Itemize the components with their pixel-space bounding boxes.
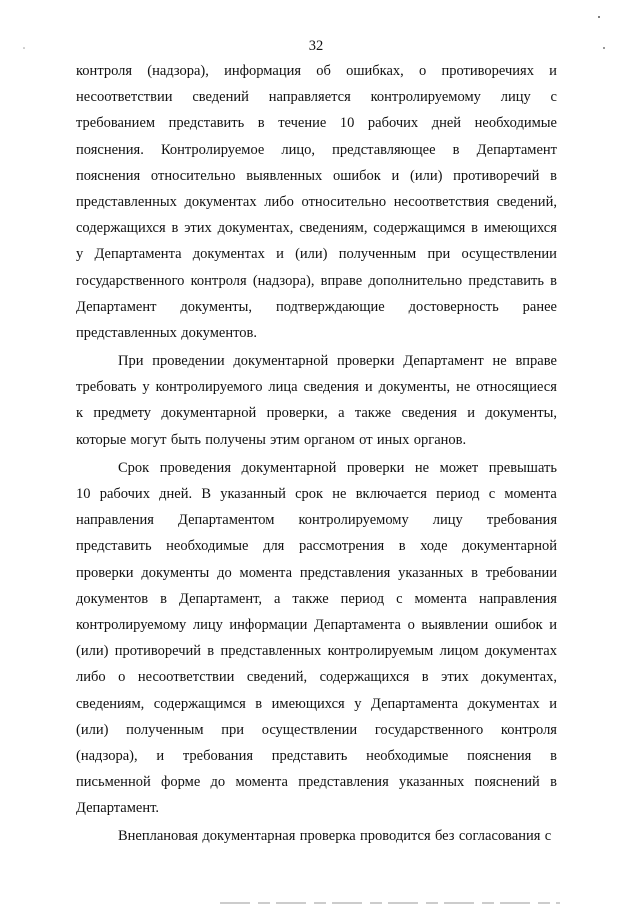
word: момента [504,486,557,502]
word: лицом [439,643,479,660]
word: контролируемым [327,643,434,660]
word: (или) [76,643,109,660]
word: Контролируемое [160,141,265,158]
word: к [76,405,84,422]
word: которые [76,431,127,448]
word: пояснения [76,167,141,184]
word: и [467,405,476,422]
word: вправе [515,353,557,370]
word: и [391,167,400,184]
word: и [549,63,557,79]
word: могут [130,431,167,448]
word: контролируемого [155,379,263,396]
word: имеющихся [483,220,557,237]
word: указанных [399,774,465,791]
word: либо [264,193,294,210]
word: документарной [161,405,257,422]
word: (или) [410,167,443,184]
word: документы [141,564,210,581]
word: не [414,459,430,476]
word: период [436,486,480,502]
word: документов. [181,324,257,341]
word: Срок [118,459,150,476]
word: быть [170,431,201,448]
word: документах [467,695,540,712]
word: документах, [481,669,557,686]
word: пояснения. [76,141,144,158]
word: документарной [233,353,329,370]
word: представленных [76,324,177,341]
word: в [255,695,263,712]
word: контролируемому [76,616,187,633]
word: документарная [202,828,296,845]
word: выявлении [421,616,489,633]
word: сведениям, [76,695,145,712]
word: сведений, [496,193,557,210]
word: с [544,828,552,845]
word: ошибках, [346,63,404,79]
word: документы, [180,298,252,315]
word: государственного [76,272,185,289]
word: Департамент [476,141,557,158]
word: документах [192,246,265,263]
word: представления [299,564,391,581]
word: период [340,590,385,607]
word: выявленных [246,167,323,184]
word: органов. [413,431,467,448]
word: относительно [301,193,387,210]
word: лица [268,379,298,396]
word: указанный [220,486,286,502]
word: требования [182,747,253,764]
word: либо [76,669,106,686]
word: в [421,669,429,686]
word: у [142,379,150,396]
word: и [156,747,165,764]
word: требовать [76,379,137,396]
page-number: 32 [308,38,324,54]
word: Департамента [313,616,401,633]
word: сведений [192,89,249,106]
word: о [407,616,415,633]
word: в [550,272,557,289]
word: необходимые [366,747,449,764]
word: документов [76,590,149,607]
word: достоверность [408,298,499,315]
word: момента [239,564,293,581]
word: срок [295,486,324,502]
word: в [550,774,557,791]
word: в [398,538,406,555]
word: документы, [378,379,451,396]
word: а [338,405,345,422]
word: несоответствия [393,193,490,210]
word: лицу [192,616,223,633]
word: и [549,616,557,633]
word: требования [486,512,557,529]
word: осуществлении [261,721,358,738]
word: в [171,220,179,237]
word: относящиеся [476,379,557,396]
word: содержащихся [319,669,410,686]
word: противоречий [114,643,202,660]
word: представленных [220,643,322,660]
word: и [276,246,284,263]
word: сведениям, [299,220,368,237]
word: не [456,379,471,396]
word: и [549,695,557,712]
word: полученным [126,721,204,738]
word: При [118,353,144,370]
word: требовании [485,564,557,581]
word: об [316,63,331,79]
word: несоответствии [137,669,235,686]
word: вправе [320,272,363,289]
word: контролируемому [298,512,409,529]
word: Департаментом [178,512,275,529]
word: документах [184,193,257,210]
word: (или) [295,246,328,263]
word: относительно [150,167,236,184]
word: также [292,590,329,607]
word: этих [441,669,469,686]
word: (надзора), [147,63,209,79]
word: с [488,486,496,502]
word: В [201,486,211,502]
word: этих [184,220,212,237]
word: без [435,828,455,845]
word: рабочих [367,115,419,132]
word: лицу [432,512,463,529]
word: имеющихся [271,695,345,712]
word: необходимые [166,538,249,555]
word: информации [229,616,308,633]
word: ошибок [494,616,543,633]
word: документарной [462,538,557,555]
word: документарной [241,459,337,476]
word: представления [298,774,389,791]
word: (или) [76,721,109,738]
word: момента [235,774,288,791]
word: в [471,564,478,581]
word: до [217,564,232,581]
word: пояснений [474,774,540,791]
word: проверки, [266,405,328,422]
word: в [471,220,478,237]
word: представляющее [332,141,436,158]
word: проверки [76,564,134,581]
word: с [550,89,557,106]
word: ранее [522,298,557,315]
word: при [427,246,451,263]
word: проводится [360,828,431,845]
word: сведения [401,405,457,422]
word: в [207,643,215,660]
word: не [492,353,507,370]
word: и [364,379,373,396]
word: сведений, [246,669,308,686]
word: о [419,63,427,79]
word: ходе [420,538,448,555]
word: направления [76,512,154,529]
word: Внеплановая [118,828,199,845]
word: пояснения [467,747,532,764]
word: Департамента [371,695,459,712]
word: течение [278,115,327,132]
word: с [396,590,403,607]
word: дней. [159,486,193,502]
word: направления [479,590,557,607]
word: о [118,669,126,686]
word: включается [355,486,427,502]
word: сведения [303,379,359,396]
word: в [160,590,167,607]
word: у [354,695,362,712]
word: для [263,538,285,555]
word: проверки [337,353,395,370]
word: (надзора), [252,272,315,289]
word: превышать [488,459,557,476]
word: представить [76,538,152,555]
word: органом [304,431,355,448]
word: контроля [76,63,133,79]
word: в [257,115,265,132]
word: указанных [398,564,464,581]
word: направляется [268,89,351,106]
word: содержащимся [153,695,246,712]
word: документы, [485,405,557,422]
word: представленных [76,193,177,210]
word: содержащимся [373,220,466,237]
word: иных [376,431,410,448]
word: полученным [338,246,417,263]
word: государственного [374,721,484,738]
word: дополнительно [368,272,463,289]
word: контроля [500,721,557,738]
word: а [273,590,281,607]
word: (надзора), [76,747,138,764]
word: также [354,405,392,422]
word: письменной [76,774,151,791]
word: подтверждающие [275,298,385,315]
word: документах [484,643,557,660]
word: проведения [159,459,231,476]
word: этим [270,431,300,448]
word: в [550,167,557,184]
word: в [550,747,557,764]
word: несоответствии [76,89,173,106]
word: представить [468,272,544,289]
word: у [76,246,84,263]
word: требованием [76,115,156,132]
word: документах, [217,220,294,237]
word: дней [431,115,462,132]
word: Департамент, [179,590,262,607]
word: Департамент. [76,800,159,817]
word: момента [414,590,467,607]
word: контролируемому [370,89,481,106]
word: проверка [299,828,356,845]
word: согласования [458,828,541,845]
word: рассмотрения [298,538,385,555]
word: осуществлении [461,246,557,263]
word: Департамента [94,246,182,263]
word: при [221,721,245,738]
word: проверки [346,459,405,476]
word: от [359,431,373,448]
word: до [210,774,226,791]
word: содержащихся [76,220,166,237]
word: Департамент [403,353,484,370]
word: представить [168,115,245,132]
word: лицо, [281,141,316,158]
word: форме [160,774,201,791]
word: проведении [152,353,225,370]
word: может [439,459,479,476]
word: предмету [93,405,152,422]
word: Департамент [76,298,157,315]
word: получены [205,431,266,448]
word: 10 [339,115,355,132]
word: рабочих [99,486,150,502]
word: ошибок [333,167,381,184]
word: противоречий [453,167,540,184]
word: информация [224,63,302,79]
word: 10 [76,486,91,502]
word: не [332,486,347,502]
word: представить [271,747,348,764]
word: в [452,141,460,158]
word: контроля [190,272,247,289]
word: необходимые [474,115,557,132]
word: лицу [500,89,531,106]
word: противоречиях [441,63,534,79]
